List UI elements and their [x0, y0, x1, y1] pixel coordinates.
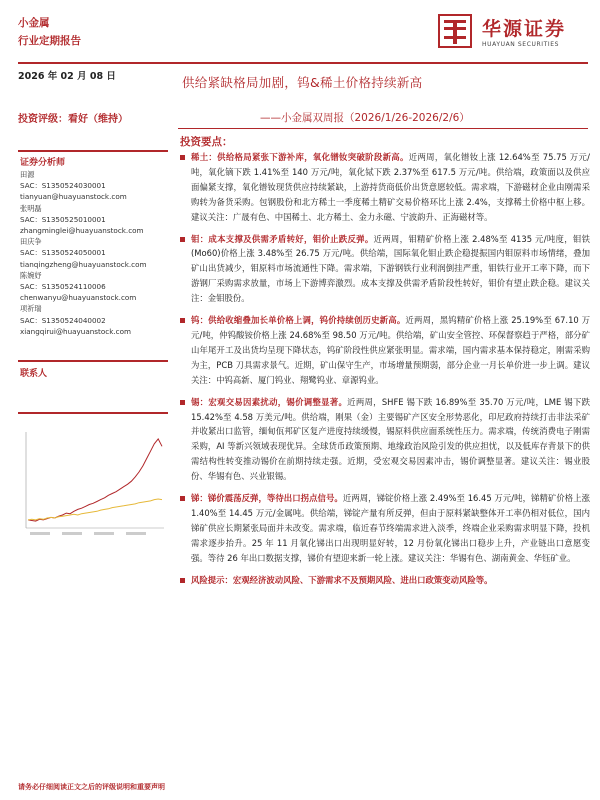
category-line-1: 小金属 — [18, 17, 50, 29]
analyst-name: 陈婉妤 — [20, 270, 42, 280]
bullet-square-icon — [180, 400, 185, 405]
analyst-sac: SAC：S1350524050001 — [20, 248, 106, 258]
bullet-square-icon — [180, 318, 185, 323]
key-points — [180, 150, 590, 587]
report-date: 2026 年 02 月 08 日 — [18, 71, 116, 82]
bullet-square-icon — [180, 496, 185, 501]
logo-name: 华源证券 — [482, 18, 567, 40]
header-divider — [18, 62, 588, 64]
bullet-lead: 钼：成本支撑及供需矛盾转好，钼价止跌反弹。 — [191, 233, 374, 244]
analyst-sac: SAC：S1350524040002 — [20, 315, 106, 325]
contact-heading: 联系人 — [20, 369, 48, 379]
bullet-tin — [180, 395, 590, 484]
bullet-body: 近两周，SHFE 锡下跌 16.89%至 35.70 万元/吨，LME 锡下跌 15.42%至 4.58 万美元/吨。供给端，刚果（金）主要锡矿产区安全形势恶化，印尼政府持续打击非法采矿并收紧出口监管，缅甸佤邦矿区复产进度持续缓慢，锡原料供应面系统性压力。需求端，传统消费电子刚需采购，AI 等新兴领域表现优异。全球货币政策预期、地缘政治风险引发的供应担忧，以及低库存背景下的供需结构性转变推动锡价在前期持续走强。近期，受宏观交易因素冲击，锡价调整显著。建议关注：锡业股份、华锡有色、兴业银锡。 — [191, 396, 590, 482]
analyst-email[interactable]: zhangminglei@huayuanstock.com — [20, 226, 144, 236]
price-trend-chart — [18, 428, 168, 543]
analyst-email[interactable]: tianqingzheng@huayuanstock.com — [20, 259, 147, 269]
company-logo — [438, 12, 588, 52]
logo-english: HUAYUAN SECURITIES — [482, 41, 560, 48]
report-title: 供给紧缺格局加剧，钨&稀土价格持续新高 — [182, 75, 423, 90]
chart-axes — [26, 432, 164, 528]
analyst-email[interactable]: tianyuan@huayuanstock.com — [20, 192, 127, 202]
logo-mark-icon — [438, 14, 472, 48]
analyst-sac: SAC：S1350525010001 — [20, 214, 106, 224]
rating-value: 看好（维持） — [68, 114, 128, 125]
rating — [18, 110, 128, 125]
bullet-lead: 钨：供给收缩叠加长单价格上调，钨价持续创历史新高。 — [191, 315, 406, 326]
analysts-heading: 证券分析师 — [20, 158, 66, 168]
analyst-sac: SAC：S1350524030001 — [20, 181, 106, 191]
analyst-email[interactable]: xiangqirui@huayuanstock.com — [20, 326, 132, 336]
analyst-list — [20, 169, 170, 337]
category-line-2: 行业定期报告 — [18, 35, 81, 47]
bullet-tungsten — [180, 313, 590, 388]
chart-series-line-0 — [28, 439, 162, 521]
rating-label: 投资评级： — [18, 114, 68, 125]
analyst-name: 项祈瑞 — [20, 304, 42, 314]
bullet-body: 近两周，钼精矿价格上涨 2.48%至 4135 元/吨度，钼铁(Mo60)价格上涨 3.48%至 26.75 万元/吨。供给端，国际氧化钼止跌企稳提振国内钼原料市场情绪，叠加矿山出货减少，钼原料市场流通性下降。需求端，下游钢铁行业利润倒挂严重，钼铁行业开工率下降，而下游钢厂采购需求放量，市场上下游博弈激烈。成本支撑及供需矛盾阶段性转好，钼价有望止跌企稳。建议关注：金钼股份。 — [191, 233, 591, 304]
bullet-square-icon — [180, 155, 185, 160]
analyst-email[interactable]: chenwanyu@huayuanstock.com — [20, 293, 137, 303]
key-points-label: 投资要点： — [180, 136, 233, 148]
bullet-lead: 稀土：供给格局紧张下游补库，氧化镨钕突破阶段新高。 — [191, 152, 409, 162]
bullet-square-icon — [180, 237, 185, 242]
bullet-body: 近两周，氧化镨钕上涨 12.64%至 75.75 万元/吨，氧化镝下跌 1.41%至 140 万元/吨，氧化铽下跌 2.37%至 617.5 万元/吨。供给端，政策面以及供应面偏紧支撑，氧化镨钕现货供应持续紧缺，上游持货商低价出货意愿较低。需求端，下游磁材企业由刚需采购转为备货采购。包钢股份和北方稀土一季度稀土精矿交易价格环比上涨 2.4%，支撑稀土价格中枢上移。建议关注：广晟有色、中国稀土、北方稀土、金力永磁、宁波韵升、正海磁材等。 — [191, 152, 591, 222]
bullet-lead: 锡：宏观交易因素扰动，锡价调整显著。 — [191, 396, 348, 407]
bullet-square-icon — [180, 578, 185, 583]
bullet-risk — [180, 573, 590, 588]
contact-divider — [18, 360, 168, 362]
report-subtitle: ——小金属双周报（2026/1/26-2026/2/6） — [260, 112, 470, 124]
chart-x-ticks — [30, 532, 146, 535]
bullet-body: 近两周，锑锭价格上涨 2.49%至 16.45 万元/吨，锑精矿价格上涨 1.40%至 14.45 万元/金属吨。供给端，锑锭产量有所反弹，但由于原料紧缺整体开工率仍相对低位，国内锑矿供应长期紧张局面并未改变。需求端，临近春节终端需求进入淡季，终端企业采购需求明显下降，投机需求逐步抬升。25 年 11 月氧化锑出口出现明显好转，12 月份氧化锑出口稳步上升，产业链出口意愿变强。等待 26 年出口数据支撑，锑价有望迎来新一轮上涨。建议关注：华锡有色、湖南黄金、华钰矿业。 — [191, 493, 591, 563]
title-divider — [178, 128, 588, 129]
bullet-antimony — [180, 491, 590, 566]
risk-warning: 风险提示：宏观经济波动风险、下游需求不及预期风险、进出口政策变动风险等。 — [191, 574, 493, 585]
analyst-name: 张明磊 — [20, 203, 42, 213]
report-category — [18, 14, 81, 50]
chart-divider — [18, 412, 168, 414]
footer-disclaimer: 请务必仔细阅读正文之后的评级说明和重要声明 — [18, 783, 165, 791]
bullet-molybdenum — [180, 232, 590, 307]
bullet-lead: 锑：锑价震荡反弹，等待出口拐点信号。 — [191, 493, 343, 504]
analyst-name: 田源 — [20, 170, 35, 179]
analyst-name: 田庆争 — [20, 237, 42, 247]
analyst-divider — [18, 150, 168, 152]
analyst-sac: SAC：S1350524110006 — [20, 282, 106, 292]
bullet-body: 近两周，黑钨精矿价格上涨 25.19%至 67.10 万元/吨，仲钨酸铵价格上涨 24.68%至 98.50 万元/吨。供给端，矿山安全管控、环保督察趋于严格，部分矿山年尾开工及出货均呈现下降状态，钨矿阶段性供应紧张明显。需求端，国内需求基本保持稳定，刚需采购为主，PCB 刀具需求景气。近期，矿山保守生产，市场增量预期弱，部分企业一月长单价进一步上调。建议关注：中钨高新、厦门钨业、翔鹭钨业、章源钨业。 — [191, 315, 590, 385]
bullet-rare-earth — [180, 150, 590, 225]
